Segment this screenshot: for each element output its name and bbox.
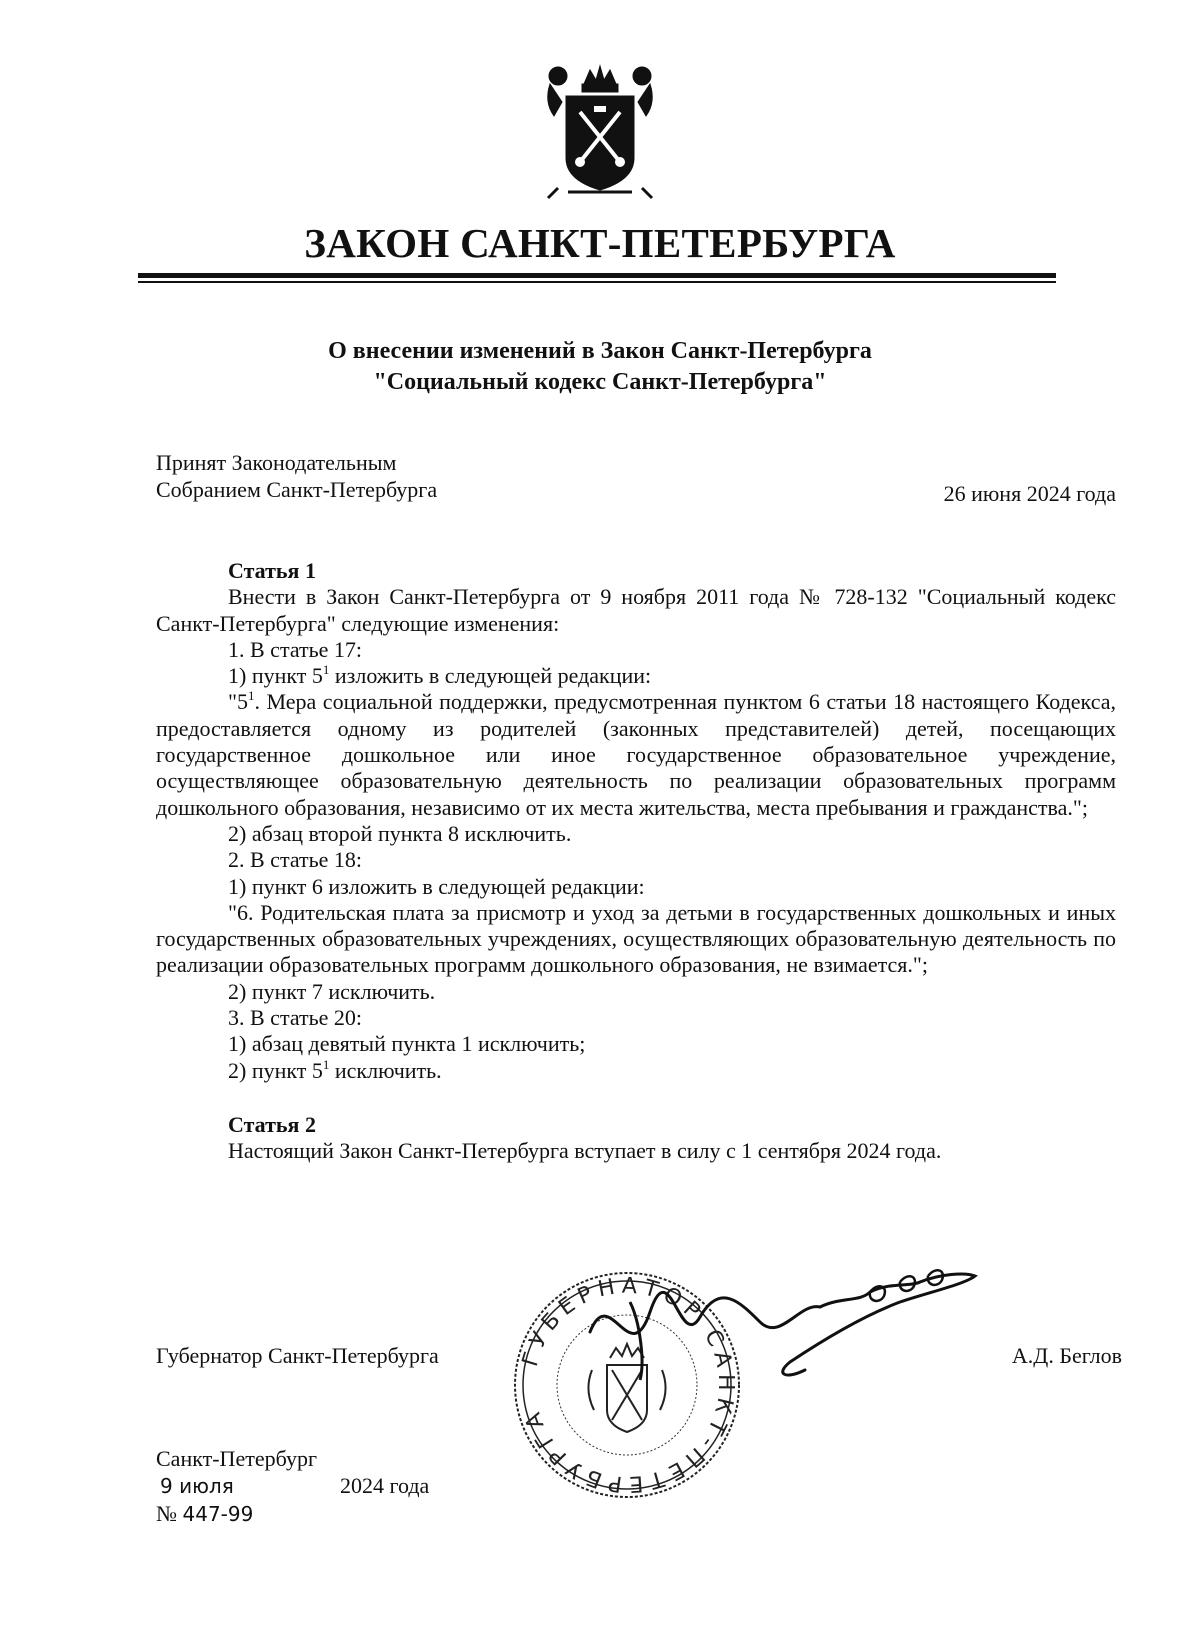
article-1-section-3-item-1: 1) абзац девятый пункта 1 исключить; bbox=[228, 1031, 586, 1057]
adoption-date: 26 июня 2024 года bbox=[943, 481, 1116, 506]
adoption-line-1: Принят Законодательным bbox=[156, 450, 397, 475]
article-1-section-1: 1. В статье 17: bbox=[228, 636, 363, 662]
article-1-section-2-item-1: 1) пункт 6 изложить в следующей редакции: bbox=[228, 873, 645, 899]
article-1-section-1-item-1: 1) пункт $5^1$ изложить в следующей редакции: bbox=[228, 662, 652, 689]
signing-year: 2024 года bbox=[340, 1473, 430, 1498]
coat-of-arms-icon bbox=[540, 62, 660, 202]
subtitle-line-2: "Социальный кодекс Санкт-Петербурга" bbox=[373, 369, 827, 395]
title-rule-thin bbox=[138, 281, 1056, 283]
article-1-intro: Внести в Закон Санкт-Петербурга от 9 ноября 2011 года № 728-132 "Социальный кодекс Санкт-Петербурга" следующие изменения: bbox=[156, 584, 1116, 636]
article-1-section-1-item-2: 2) абзац второй пункта 8 исключить. bbox=[228, 820, 572, 846]
law-number: № 447-99 bbox=[156, 1501, 254, 1526]
article-1-heading: Статья 1 bbox=[228, 558, 316, 583]
article-1-section-2: 2. В статье 18: bbox=[228, 847, 363, 873]
signing-city: Санкт-Петербург bbox=[156, 1446, 317, 1471]
title-rule-thick bbox=[138, 273, 1056, 278]
governor-signature bbox=[570, 1262, 990, 1392]
subtitle-line-1: О внесении изменений в Закон Санкт-Петербурга bbox=[328, 338, 872, 364]
seal-text: ГУБЕРНАТОР САНКТ-ПЕТЕРБУРГА bbox=[517, 1273, 739, 1497]
signing-day-month: 9 июля bbox=[160, 1474, 234, 1498]
article-1-section-2-item-2: 2) пункт 7 исключить. bbox=[228, 978, 436, 1004]
article-1-section-3: 3. В статье 20: bbox=[228, 1005, 363, 1031]
adoption-line-2: Собранием Санкт-Петербурга bbox=[156, 477, 438, 502]
article-2-heading: Статья 2 bbox=[228, 1111, 316, 1137]
governor-name: А.Д. Беглов bbox=[1011, 1343, 1122, 1368]
law-title: ЗАКОН САНКТ-ПЕТЕРБУРГА bbox=[304, 220, 896, 266]
signing-date bbox=[156, 1472, 429, 1500]
article-1-quote-1: "$5^1$. Мера социальной поддержки, предусмотренная пунктом 6 статьи 18 настоящего Кодекса, предоставляется одному из родителей (законных представителей) детей, посещающих государственное дошкольное или иное государственное образовательное учреждение, осуществляющее образовательную деятельность по реализации образовательных программ дошкольного образования, независимо от их места жительства, места пребывания и гражданства."; bbox=[156, 688, 1116, 820]
law-subtitle bbox=[0, 336, 1200, 398]
adoption-note bbox=[156, 449, 437, 503]
article-1-quote-2: "6. Родительская плата за присмотр и уход за детьми в государственных дошкольных и иных государственных образовательных учреждениях, осуществляющих образовательную деятельность по реализации образовательных программ дошкольного образования, не взимается."; bbox=[156, 899, 1116, 978]
article-1-section-3-item-2: 2) пункт $5^1$ исключить. bbox=[228, 1056, 442, 1083]
law-body bbox=[156, 558, 1116, 1165]
governor-title: Губернатор Санкт-Петербурга bbox=[156, 1343, 439, 1368]
article-2-text: Настоящий Закон Санкт-Петербурга вступает в силу с 1 сентября 2024 года. bbox=[228, 1138, 942, 1164]
signing-place-date bbox=[156, 1445, 429, 1528]
